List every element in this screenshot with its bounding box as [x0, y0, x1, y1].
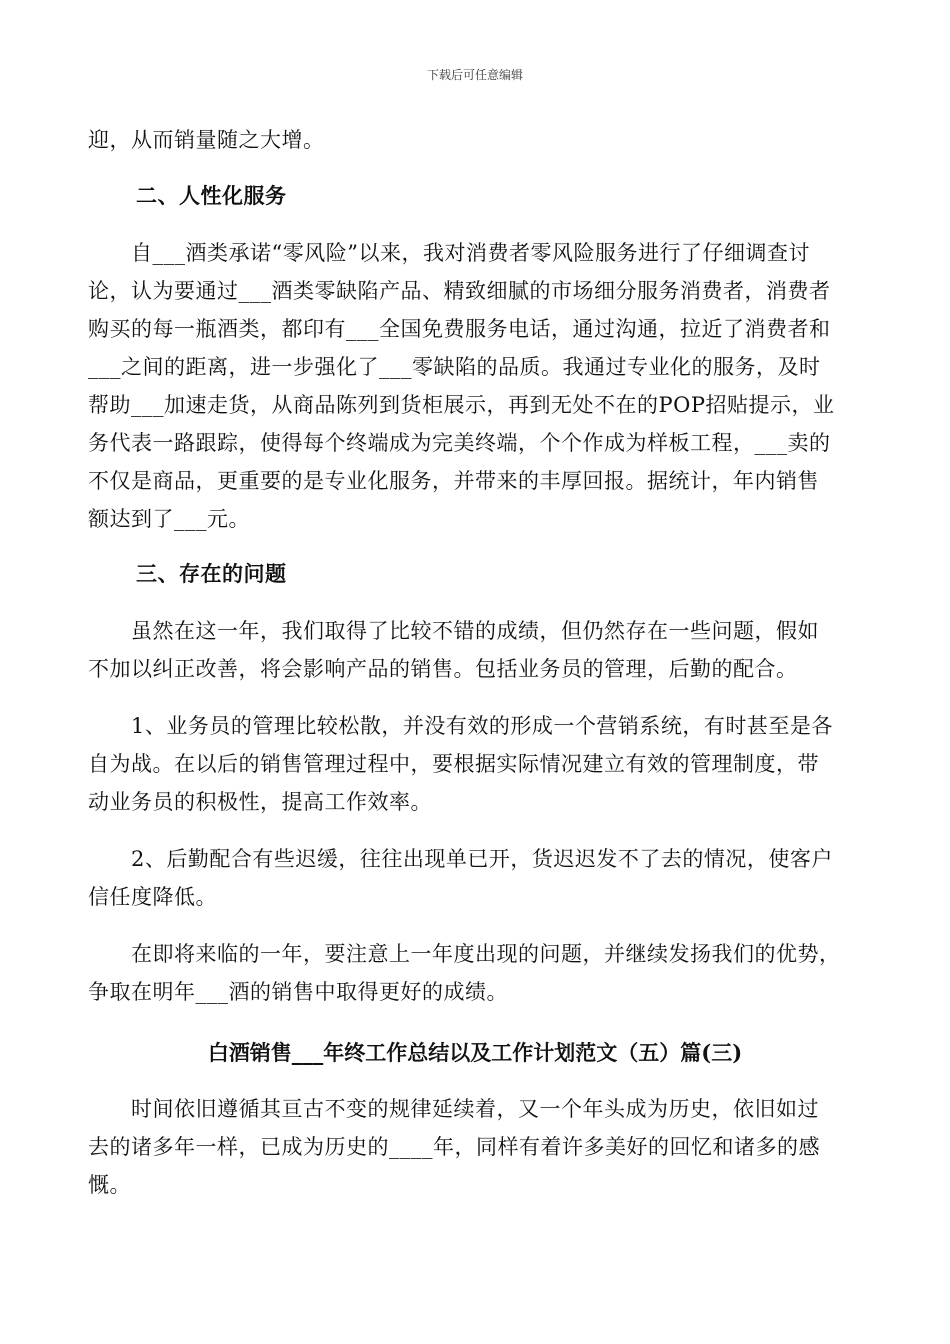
heading-existing-problems — [88, 555, 860, 593]
text-line: 在即将来临的一年，要注意上一年度出现的问题，并继续发扬我们的优势， — [88, 942, 841, 966]
paragraph-problems-intro — [88, 612, 860, 688]
text-line: 购买的每一瓶酒类，都印有___全国免费服务电话，通过沟通，拉近了消费者和 — [88, 317, 831, 341]
text-line: 1、业务员的管理比较松散，并没有效的形成一个营销系统，有时甚至是各 — [88, 714, 833, 738]
text-line: 时间依旧遵循其亘古不变的规律延续着，又一个年头成为历史，依旧如过 — [88, 1097, 819, 1121]
text-line: 信任度降低。 — [88, 885, 217, 909]
heading-humanized-service — [88, 177, 860, 215]
page-header-note: 下载后可任意编辑 — [426, 68, 523, 82]
text-line: 慨。 — [88, 1173, 131, 1197]
paragraph-problem-2 — [88, 840, 860, 916]
text-line: 务代表一路跟踪，使得每个终端成为完美终端，个个作成为样板工程，___卖的 — [88, 431, 831, 455]
paragraph-problem-1 — [88, 707, 860, 821]
text-line: 论，认为要通过___酒类零缺陷产品、精致细腻的市场细分服务消费者，消费者 — [88, 279, 831, 303]
heading-text: 二、人性化服务 — [136, 183, 287, 208]
text-line: 自为战。在以后的销售管理过程中，要根据实际情况建立有效的管理制度，带 — [88, 752, 819, 776]
paragraph-service — [88, 234, 860, 538]
text-line: 不加以纠正改善，将会影响产品的销售。包括业务员的管理，后勤的配合。 — [88, 657, 798, 681]
paragraph-time — [88, 1090, 860, 1204]
paragraph-intro — [88, 121, 860, 159]
heading-text: 三、存在的问题 — [136, 561, 287, 586]
text-line: 迎，从而销量随之大增。 — [88, 128, 325, 152]
text-line: 去的诸多年一样，已成为历史的____年，同样有着许多美好的回忆和诸多的感 — [88, 1135, 820, 1159]
text-line: 动业务员的积极性，提高工作效率。 — [88, 790, 432, 814]
text-line: 虽然在这一年，我们取得了比较不错的成绩，但仍然存在一些问题，假如 — [88, 619, 819, 643]
text-line: 额达到了___元。 — [88, 507, 250, 531]
paragraph-outlook — [88, 935, 860, 1011]
text-line: 自___酒类承诺“零风险”以来，我对消费者零风险服务进行了仔细调查讨 — [88, 241, 810, 265]
section-title: 白酒销售___年终工作总结以及工作计划范文（五）篇(三) — [207, 1040, 743, 1065]
text-line: 不仅是商品，更重要的是专业化服务，并带来的丰厚回报。据统计，年内销售 — [88, 469, 819, 493]
text-line: 帮助___加速走货，从商品陈列到货柜展示，再到无处不在的POP招贴提示，业 — [88, 393, 835, 417]
text-line: 争取在明年___酒的销售中取得更好的成绩。 — [88, 980, 508, 1004]
text-line: ___之间的距离，进一步强化了___零缺陷的品质。我通过专业化的服务，及时 — [88, 355, 821, 379]
text-line: 2、后勤配合有些迟缓，往往出现单已开，货迟迟发不了去的情况，使客户 — [88, 847, 833, 871]
